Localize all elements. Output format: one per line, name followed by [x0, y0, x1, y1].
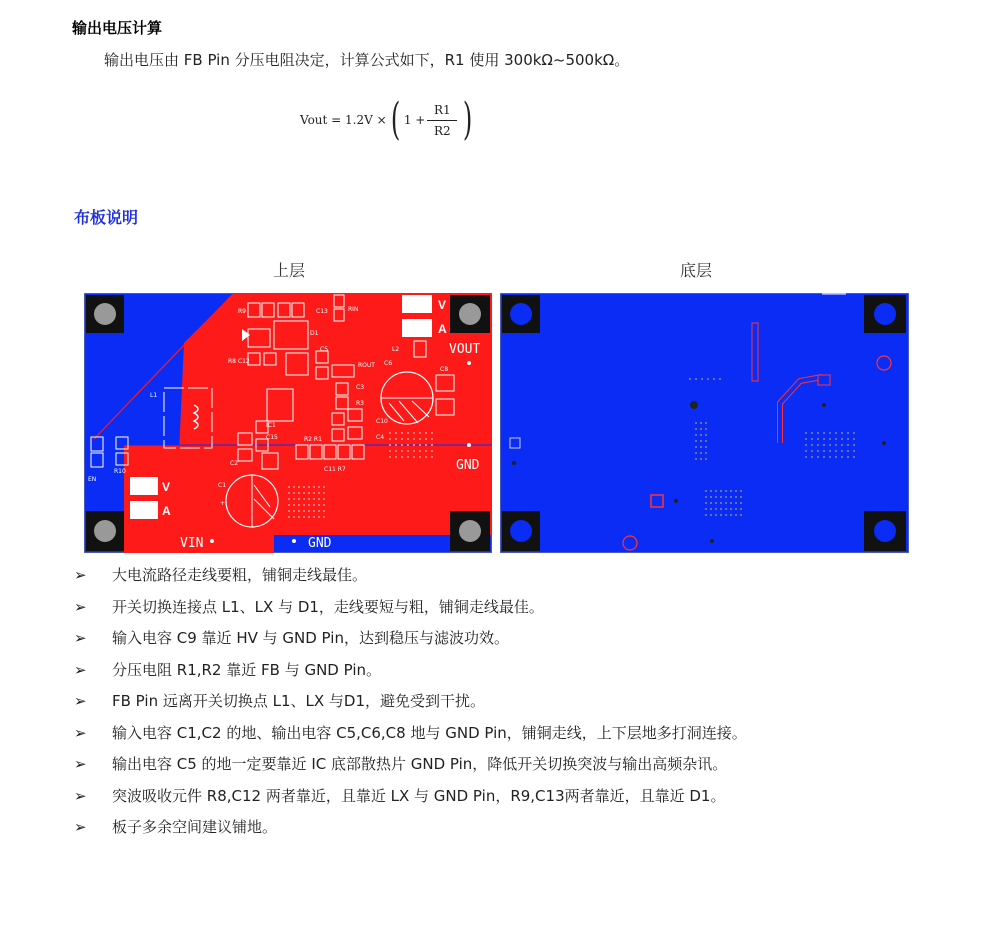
bullet-icon: ➢ — [74, 755, 87, 773]
mounting-hole-tr — [450, 295, 490, 333]
bullet-icon: ➢ — [74, 786, 87, 805]
bullet-icon: ➢ — [74, 566, 87, 584]
list-item — [74, 560, 747, 592]
section-title-output-voltage: 输出电压计算 — [72, 19, 163, 37]
output-voltage-paragraph: 输出电压由 FB Pin 分压电阻决定，计算公式如下，R1 使用 300kΩ~500kΩ。 — [104, 51, 630, 69]
label-vin: VIN — [180, 536, 204, 551]
label-c8: C8 — [440, 366, 449, 373]
section-title-layout: 布板说明 — [74, 208, 139, 227]
list-item — [74, 781, 747, 813]
bullet-icon: ➢ — [74, 597, 87, 616]
bullet-icon: ➢ — [74, 692, 87, 710]
bullet-icon: ➢ — [74, 818, 87, 836]
gnd-testpoint — [467, 443, 471, 447]
note-text: 大电流路径走线要粗，铺铜走线最佳。 — [112, 566, 368, 584]
label-r2r1: R2 R1 — [304, 436, 322, 443]
mounting-hole-tl — [502, 295, 540, 333]
label-en: EN — [88, 476, 97, 483]
label-r3: R3 — [356, 400, 364, 407]
bottom-layer-board — [500, 293, 909, 553]
pcb-top-layer-image — [84, 293, 492, 553]
label-a-bottom: A — [162, 504, 171, 518]
label-rin: RIN — [348, 306, 359, 313]
top-layer-label: 上层 — [273, 261, 306, 280]
formula-numerator: R1 — [434, 102, 451, 117]
label-c13: C13 — [316, 308, 328, 315]
note-text: 板子多余空间建议铺地。 — [112, 818, 278, 836]
label-d1: D1 — [310, 330, 319, 337]
mounting-hole-bl — [502, 511, 540, 551]
bullet-icon: ➢ — [74, 723, 87, 742]
list-item — [74, 718, 747, 750]
note-text: 开关切换连接点 L1、LX 与 D1，走线要短与粗，铺铜走线最佳。 — [112, 597, 544, 616]
bottom-pad-left — [510, 438, 520, 448]
bottom-pad-square — [651, 495, 663, 507]
label-c15: C15 — [266, 434, 278, 441]
label-r9: R9 — [238, 308, 246, 315]
note-text: 输入电容 C1,C2 的地、输出电容 C5,C6,C8 地与 GND Pin，铺铜走线，上下层地多打洞连接。 — [112, 723, 747, 742]
label-v-bottom: V — [162, 480, 171, 494]
formula-paren-left: ( — [390, 94, 400, 145]
label-c10: C10 — [376, 418, 388, 425]
vout-formula — [300, 94, 477, 146]
note-text: 输入电容 C9 靠近 HV 与 GND Pin，达到稳压与滤波功效。 — [112, 629, 509, 647]
bottom-pad-right — [818, 375, 830, 385]
mounting-hole-br — [450, 511, 490, 551]
label-v-top: V — [438, 298, 447, 312]
list-item — [74, 592, 747, 624]
vin-testpoint — [210, 539, 214, 543]
a-pad-top — [402, 319, 432, 337]
formula-denominator: R2 — [434, 123, 451, 138]
fraction-bar — [427, 120, 457, 121]
list-item — [74, 686, 747, 718]
label-ic1: IC1 — [266, 422, 276, 429]
mounting-hole-tl — [86, 295, 124, 333]
v-pad-top — [402, 295, 432, 313]
label-vout: VOUT — [449, 342, 481, 357]
layout-notes-list — [74, 560, 747, 844]
label-r8c12: R8 C12 — [228, 358, 250, 365]
bullet-icon: ➢ — [74, 629, 87, 647]
note-text: FB Pin 远离开关切换点 L1、LX 与D1，避免受到干扰。 — [112, 692, 486, 710]
label-plus: + — [220, 500, 226, 507]
a-pad-bottom — [130, 501, 158, 519]
bottom-layer-label: 底层 — [680, 261, 713, 280]
v-pad-bottom — [130, 477, 158, 495]
formula-fraction — [427, 102, 457, 139]
mounting-hole-tr — [864, 295, 906, 333]
formula-one-plus: 1 + — [403, 113, 426, 127]
mounting-hole-bl — [86, 511, 124, 551]
label-c5: C5 — [320, 346, 329, 353]
pcb-bottom-layer-image — [500, 293, 909, 553]
label-gnd-right: GND — [456, 458, 480, 473]
note-text: 输出电容 C5 的地一定要靠近 IC 底部散热片 GND Pin，降低开关切换突波与输出高频杂讯。 — [112, 755, 728, 773]
label-c6: C6 — [384, 360, 393, 367]
label-a-top: A — [438, 322, 447, 336]
label-r10: R10 — [114, 468, 126, 475]
list-item — [74, 655, 747, 687]
vout-testpoint — [467, 361, 471, 365]
note-text: 分压电阻 R1,R2 靠近 FB 与 GND Pin。 — [112, 660, 382, 679]
formula-lhs: Vout = 1.2V × — [300, 113, 387, 127]
mounting-hole-br — [864, 511, 906, 551]
note-text: 突波吸收元件 R8,C12 两者靠近，且靠近 LX 与 GND Pin，R9,C13两者靠近，且靠近 D1。 — [112, 786, 726, 805]
bottom-trace-vertical — [752, 323, 758, 381]
bullet-icon: ➢ — [74, 660, 87, 679]
formula-paren-right: ) — [463, 94, 473, 145]
label-l1: L1 — [150, 392, 158, 399]
list-item — [74, 812, 747, 844]
label-c1: C1 — [218, 482, 227, 489]
label-c3: C3 — [356, 384, 365, 391]
list-item — [74, 749, 747, 781]
gnd-bottom-testpoint — [292, 539, 296, 543]
copper-strip — [244, 293, 274, 299]
list-item — [74, 623, 747, 655]
label-gnd-bottom: GND — [308, 536, 332, 551]
label-c11r7: C11 R7 — [324, 466, 346, 473]
label-c4: C4 — [376, 434, 385, 441]
label-c2: C2 — [230, 460, 239, 467]
label-rout: ROUT — [358, 362, 375, 369]
label-l2: L2 — [392, 346, 400, 353]
